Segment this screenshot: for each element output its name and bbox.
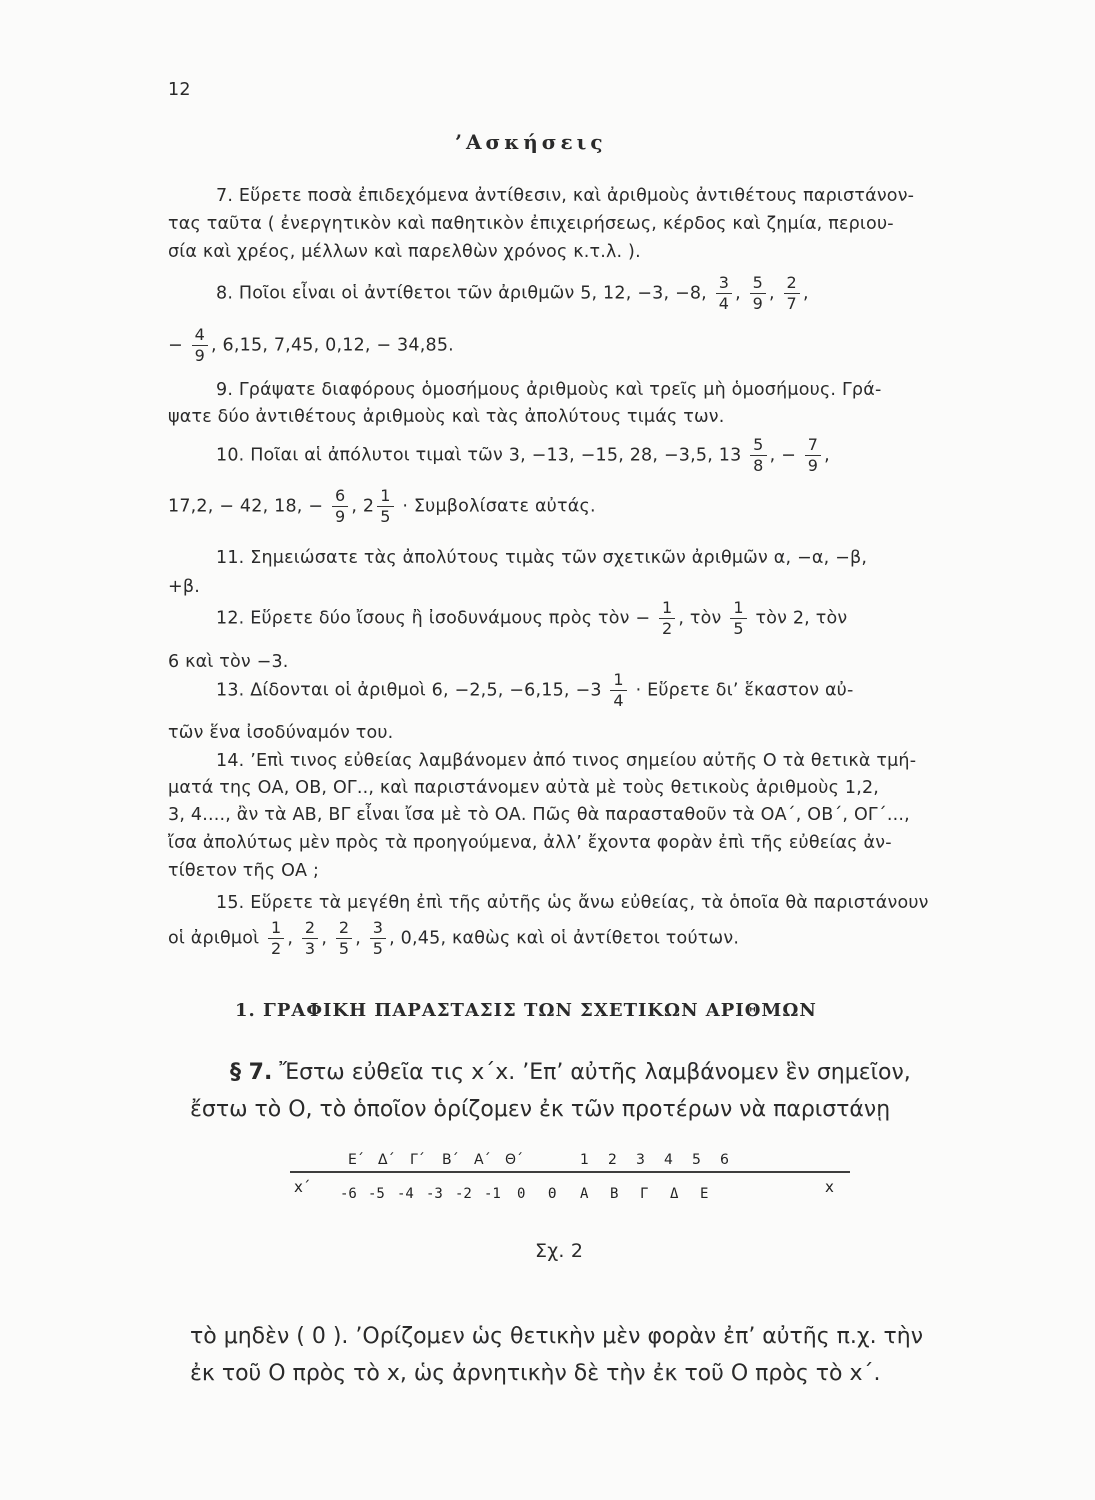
ex11-line-1: 11. Σημειώσατε τὰς ἀπολύτους τιμὰς τῶν σχετικῶν ἀριθμῶν α, −α, −β, [216,548,868,568]
fraction: $\frac{1}{2}$ [659,600,675,637]
fraction: $\frac{5}{9}$ [750,275,766,312]
number-line-figure [280,1140,860,1220]
fraction: $\frac{3}{5}$ [370,920,386,957]
number-line-top-label: Β΄ [442,1152,459,1168]
section-mark: § 7. [230,1060,273,1085]
number-line-bottom-label: 0 [517,1186,526,1202]
ex14-line-4: ἴσα ἀπολύτως μὲν πρὸς τὰ προηγούμενα, ἀλλ’ ἔχοντα φορὰν ἐπὶ τῆς εὐθείας ἀν- [168,833,892,853]
para7-line-2: ἔστω τὸ Ο, τὸ ὁποῖον ὁρίζομεν ἐκ τῶν προτέρων νὰ παριστάνῃ [190,1097,891,1122]
fraction: $\frac{1}{5}$ [730,600,746,637]
ex14-line-2: ματά της ΟΑ, ΟΒ, ΟΓ.., καὶ παριστάνομεν αὐτὰ μὲ τοὺς θετικοὺς ἀριθμοὺς 1,2, [168,778,880,798]
ex12-line-1: 12. Εὕρετε δύο ἴσους ἢ ἰσοδυνάμους πρὸς τὸν − $\frac{1}{2}$ , τὸν $\frac{1}{5}$ τὸν 2, τὸν [216,598,848,638]
ex7-line-2: τας ταῦτα ( ἐνεργητικὸν καὶ παθητικὸν ἐπιχειρήσεως, κέρδος καὶ ζημία, περιου- [168,214,894,234]
ex11-line-2: +β. [168,577,200,597]
ex7-line-1: 7. Εὕρετε ποσὰ ἐπιδεχόμενα ἀντίθεσιν, καὶ ἀριθμοὺς ἀντιθέτους παριστάνον- [216,186,915,206]
fraction: $\frac{1}{4}$ [610,672,626,709]
number-line-bottom-label: -6 [340,1186,357,1202]
number-line-top-label: Θ΄ [505,1152,524,1168]
ex8-line-2: − $\frac{4}{9}$ , 6,15, 7,45, 0,12, − 34,85. [168,325,454,365]
number-line-bottom-label: Γ [640,1186,649,1202]
ex14-line-1: 14. ’Επὶ τινος εὐθείας λαμβάνομεν ἀπό τινος σημείου αὐτῆς Ο τὰ θετικὰ τμή- [216,751,917,771]
number-line-bottom-label: Ε [700,1186,709,1202]
right-end-label: x [825,1178,834,1196]
ex7-line-3: σία καὶ χρέος, μέλλων καὶ παρελθὼν χρόνος κ.τ.λ. ). [168,242,641,262]
fraction: $\frac{7}{9}$ [805,437,821,474]
number-line-top-label: Ε΄ [348,1152,364,1168]
number-line-bottom-label: Θ [548,1186,557,1202]
figure-caption: Σχ. 2 [535,1240,584,1262]
ex8-line-1: 8. Ποῖοι εἶναι οἱ ἀντίθετοι τῶν ἀριθμῶν 5, 12, −3, −8, $\frac{3}{4}$ , $\frac{5}{9}$ , $\frac{2}{7}$ , [216,273,809,313]
fraction: $\frac{2}{3}$ [302,920,318,957]
fraction: $\frac{4}{9}$ [192,327,208,364]
para7-line-1: § 7. Ἔστω εὐθεῖα τις x΄x. ’Επ’ αὐτῆς λαμβάνομεν ἓν σημεῖον, [230,1060,911,1085]
fraction: $\frac{6}{9}$ [332,488,348,525]
number-line-top-label: 2 [608,1152,617,1168]
ex13-line-1: 13. Δίδονται οἱ ἀριθμοὶ 6, −2,5, −6,15, −3 $\frac{1}{4}$ · Εὕρετε δι’ ἕκαστον αὐ- [216,670,854,710]
section-title: ’Ασκήσεις [455,130,607,154]
ex13-line-2: τῶν ἕνα ἰσοδύναμόν του. [168,723,394,743]
fraction: $\frac{5}{8}$ [750,437,766,474]
number-line-top-label: Α΄ [474,1152,491,1168]
chapter-heading: 1. ΓΡΑΦΙΚΗ ΠΑΡΑΣΤΑΣΙΣ ΤΩΝ ΣΧΕΤΙΚΩΝ ΑΡΙΘΜΩΝ [235,1000,817,1021]
ex15-line-2: οἱ ἀριθμοὶ $\frac{1}{2}$ , $\frac{2}{3}$ , $\frac{2}{5}$ , $\frac{3}{5}$ , 0,45, καθὼς καὶ οἱ ἀντίθετοι τούτων. [168,918,740,958]
number-line-top-label: Γ΄ [410,1152,425,1168]
left-end-label: x΄ [294,1178,311,1196]
ex9-line-2: ψατε δύο ἀντιθέτους ἀριθμοὺς καὶ τὰς ἀπολύτους τιμάς των. [168,407,725,427]
number-line-top-label: Δ΄ [378,1152,395,1168]
fraction: $\frac{2}{5}$ [336,920,352,957]
fraction: $\frac{3}{4}$ [716,275,732,312]
fraction: $\frac{1}{5}$ [377,488,393,525]
page-number: 12 [168,80,191,100]
number-line-top-label: 3 [636,1152,645,1168]
number-line-top-label: 1 [580,1152,589,1168]
number-line-bottom-label: Δ [670,1186,679,1202]
ex12-line-2: 6 καὶ τὸν −3. [168,652,289,672]
number-line-bottom-label: -4 [397,1186,414,1202]
ex10-line-1: 10. Ποῖαι αἱ ἀπόλυτοι τιμαὶ τῶν 3, −13, −15, 28, −3,5, 13 $\frac{5}{8}$ , − $\frac{7}{9}$ , [216,435,830,475]
number-line-bottom-label: -3 [426,1186,443,1202]
number-line-bottom-label: Β [610,1186,619,1202]
number-line-bottom-label: -5 [368,1186,385,1202]
number-line-bottom-label: -2 [455,1186,472,1202]
ex10-line-2: 17,2, − 42, 18, − $\frac{6}{9}$ , 2 $\frac{1}{5}$ · Συμβολίσατε αὐτάς. [168,486,596,526]
ex9-line-1: 9. Γράψατε διαφόρους ὁμοσήμους ἀριθμοὺς καὶ τρεῖς μὴ ὁμοσήμους. Γρά- [216,380,882,400]
ex15-line-1: 15. Εὕρετε τὰ μεγέθη ἐπὶ τῆς αὐτῆς ὡς ἄνω εὐθείας, τὰ ὁποῖα θὰ παριστάνουν [216,893,929,913]
ex8-text: 8. Ποῖοι εἶναι οἱ ἀντίθετοι τῶν ἀριθμῶν 5, 12, −3, −8, [216,283,707,304]
closing-line-1: τὸ μηδὲν ( 0 ). ’Ορίζομεν ὡς θετικὴν μὲν φορὰν ἐπ’ αὐτῆς π.χ. τὴν [190,1324,924,1349]
ex14-line-5: τίθετον τῆς ΟΑ ; [168,861,320,881]
number-line-top-label: 5 [692,1152,701,1168]
number-line-top-label: 4 [664,1152,673,1168]
fraction: $\frac{2}{7}$ [784,275,800,312]
ex14-line-3: 3, 4...., ἂν τὰ ΑΒ, ΒΓ εἶναι ἴσα μὲ τὸ ΟΑ. Πῶς θὰ παρασταθοῦν τὰ ΟΑ΄, ΟΒ΄, ΟΓ΄..., [168,805,910,825]
number-line-bottom-label: Α [580,1186,589,1202]
closing-line-2: ἐκ τοῦ Ο πρὸς τὸ x, ὡς ἀρνητικὴν δὲ τὴν ἐκ τοῦ Ο πρὸς τὸ x΄. [190,1361,881,1386]
number-line-bottom-label: -1 [484,1186,501,1202]
fraction: $\frac{1}{2}$ [268,920,284,957]
number-line-top-label: 6 [720,1152,729,1168]
